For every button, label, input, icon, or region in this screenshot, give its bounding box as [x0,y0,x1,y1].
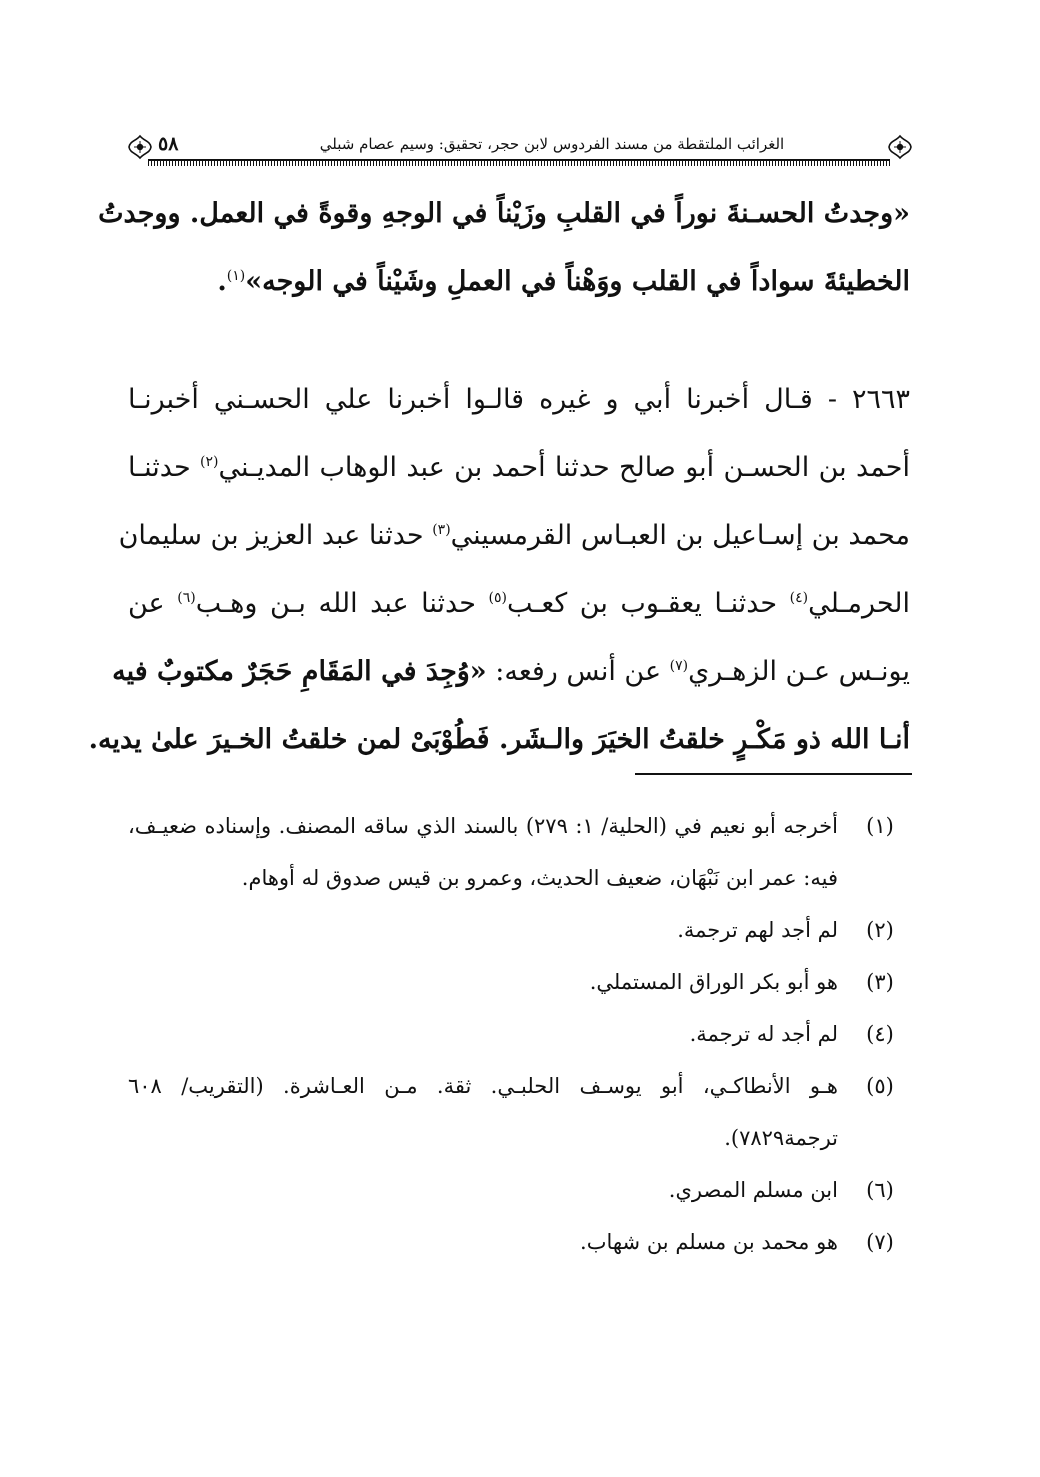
hadith-text: «وجدتُ الحسـنةَ نوراً في القلبِ وزَيْناً في الوجهِ وقوةً في العمل. ووجدتُ [98,198,910,229]
text-line [128,570,910,638]
punctuation: . [217,266,227,297]
floral-ornament-icon [126,133,154,161]
header-rule [148,159,890,166]
footnote-number: (١) [866,814,894,838]
footnote-marker: (٧) [669,658,689,674]
text-line [98,180,910,248]
footnote-number: (٦) [866,1178,894,1202]
footnote [128,904,910,956]
isnad-text: حدثنا عبد العزيز بن سليمان [118,520,424,551]
isnad-text: عن أنس رفعه: [495,656,662,687]
footnote-number: (٣) [866,970,894,994]
footnote [128,800,910,904]
page-number: ٥٨ [158,133,179,155]
footnote-line: ضعيـف، فيه: عمر ابن نَبْهَان، ضعيف الحديث، وعمرو بن قيس صدوق له [128,814,838,890]
main-text [88,180,910,774]
footnote-marker: (٣) [432,522,451,538]
footnote-marker: (١) [226,268,246,284]
footnote-text: لم أجد له ترجمة. [689,1022,838,1046]
footnote-line: أخرجه أبو نعيم في (الحلية/ ١: ٢٧٩) بالسند الذي ساقه المصنف. وإسناده [204,814,838,838]
text-line [128,434,910,502]
footnote [128,1164,910,1216]
footnote-number: (٢) [866,918,894,942]
floral-ornament-icon [886,133,914,161]
footnote-text: لم أجد لهم ترجمة. [677,918,838,942]
footnote-marker: (٤) [789,590,809,606]
hadith-text: «وُجِدَ في المَقَامِ حَجَرٌ مكتوبٌ فيه [112,656,487,687]
hadith-text: أنـا الله ذو مَكْـرٍ خلقتُ الخيَرَ والـشَر. فَطُوْبَىْ لمن خلقتُ الخـيرَ علىٰ يديه. [88,724,910,755]
isnad-text: حدثنـا [128,452,191,483]
isnad-text: الحرمـلي [808,588,910,619]
header-title: الغرائب الملتقطة من مسند الفردوس لابن حجر، تحقيق: وسيم عصام شبلي [319,135,785,153]
footnote-marker: (٥) [488,590,507,606]
isnad-text: محمد بن إسـاعيل بن العبـاس القرمسيني [450,520,910,551]
footnote-number: (٤) [866,1022,894,1046]
isnad-text: يونـس عـن الزهـري [688,656,910,687]
text-line [112,638,910,706]
footnote-marker: (٦) [177,590,196,606]
isnad-text: حدثنا عبد الله بـن وهـب [195,588,476,619]
footnote-text [128,1060,838,1164]
footnote-line: هـو الأنطاكـي، أبو يوسـف الحلبـي. ثقة. مـن العـاشرة. (التقريب/ ٦٠٨ [128,1074,838,1098]
paragraph-gap [128,316,910,366]
isnad-text: ٢٦٦٣ - قـال أخبرنا أبي و غيره قالـوا أخبرنا علي الحسـني أخبرنـا [128,384,910,415]
footnote-number: (٧) [866,1230,894,1254]
footnote-separator [635,773,912,775]
text-line [128,248,910,316]
footnote [128,1216,910,1268]
hadith-text: الخطيئةَ سواداً في القلب ووَهْناً في العملِ وشَيْناً في الوجه» [245,266,910,297]
footnote [128,956,910,1008]
footnote-text [128,800,838,904]
footnote-line: ترجمة٧٨٢٩). [724,1126,838,1150]
footnote-text: هو محمد بن مسلم بن شهاب. [580,1230,838,1254]
text-line [118,502,910,570]
footnote [128,1008,910,1060]
footnote-text: ابن مسلم المصري. [668,1178,838,1202]
footnote [128,1060,910,1164]
footnote-text: هو أبو بكر الوراق المستملي. [589,970,838,994]
running-header [128,125,910,167]
isnad-text: أحمد بن الحسـن أبو صالح حدثنا أحمد بن عبد الوهاب المديـني [218,452,910,483]
footnotes [128,800,910,1268]
footnote-number: (٥) [866,1074,894,1098]
footnote-marker: (٢) [200,454,219,470]
footnote-line: أوهام. [241,866,295,890]
text-line [88,706,910,774]
isnad-text: عن [128,588,165,619]
isnad-text: حدثنـا يعقـوب بن كعـب [506,588,778,619]
text-line [128,366,910,434]
